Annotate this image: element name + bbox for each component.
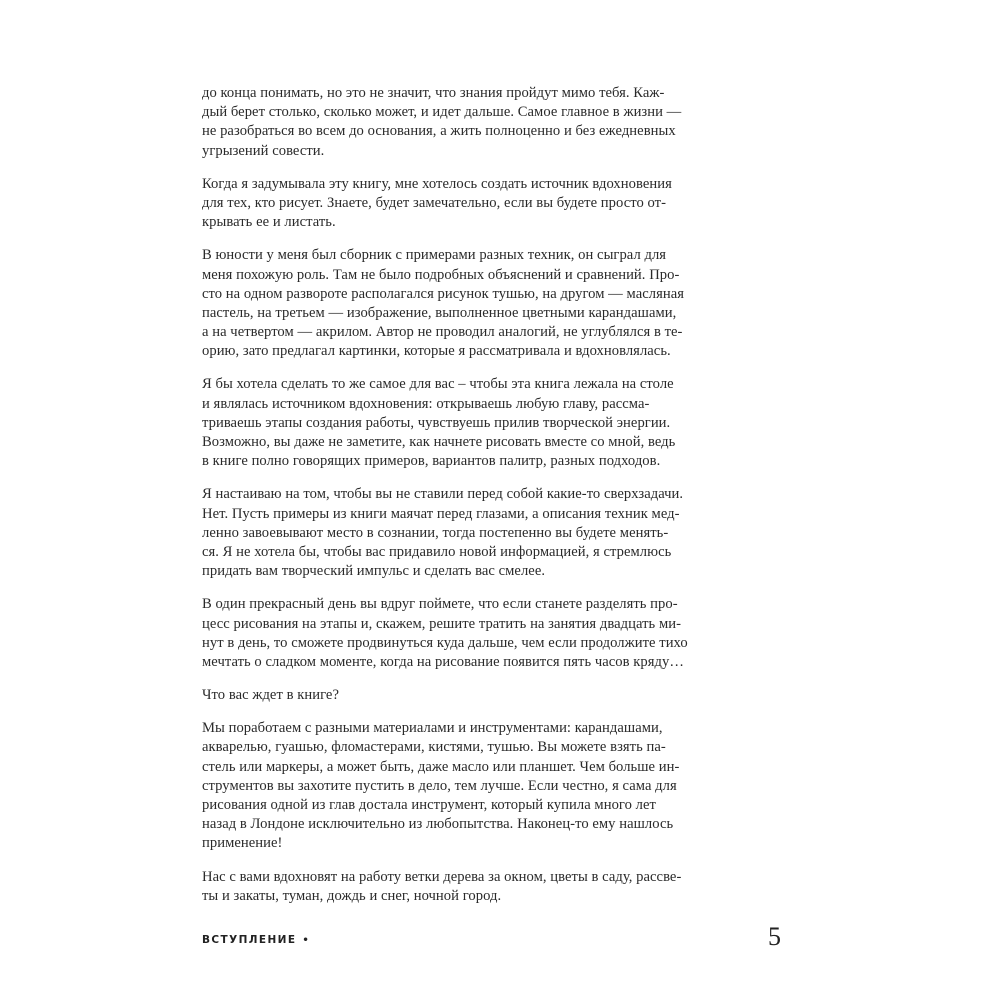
text-line: нут в день, то сможете продвинуться куда дальше, чем если продолжите тихо [202,634,688,651]
paragraph [202,719,702,853]
text-line: Нет. Пусть примеры из книги маячат перед глазами, а описания техник мед- [202,505,680,522]
text-line: для тех, кто рисует. Знаете, будет замечательно, если вы будете просто от- [202,194,667,211]
text-line: Когда я задумывала эту книгу, мне хотелось создать источник вдохновения [202,175,672,192]
text-line: ся. Я не хотела бы, чтобы вас придавило новой информацией, я стремлюсь [202,543,672,560]
text-line: сто на одном развороте располагался рисунок тушью, на другом — масляная [202,285,684,302]
paragraph [202,485,702,581]
text-line: рисования одной из глав достала инструмент, который купила много лет [202,797,656,813]
text-line: до конца понимать, но это не значит, что знания пройдут мимо тебя. Каж- [202,85,665,101]
footer-bullet: • [302,935,311,946]
text-line: цесс рисования на этапы и, скажем, решите тратить на занятия двадцать ми- [202,615,681,632]
paragraph [202,175,702,233]
paragraph [202,868,702,906]
paragraph [202,375,702,471]
text-line: В юности у меня был сборник с примерами разных техник, он сыграл для [202,247,667,264]
text-line: назад в Лондоне исключительно из любопытства. Наконец-то ему нашлось [202,816,674,833]
text-line: акварелью, гуашью, фломастерами, кистями, тушью. Вы можете взять па- [202,739,666,756]
paragraph [202,246,702,361]
text-line: не разобраться во всем до основания, а жить полноценно и без ежедневных [202,123,676,140]
text-line: триваешь этапы создания работы, чувствуешь прилив творческой энергии. [202,414,671,431]
text-line: крывать ее и листать. [202,214,336,231]
text-line: Я бы хотела сделать то же самое для вас – чтобы эта книга лежала на столе [202,376,674,393]
text-line: дый берет столько, сколько может, и идет дальше. Самое главное в жизни — [202,104,682,121]
text-line: меня похожую роль. Там не было подробных объяснений и сравнений. Про- [202,266,680,283]
text-line: в книге полно говорящих примеров, вариантов палитр, разных подходов. [202,453,661,470]
text-line: Мы поработаем с разными материалами и инструментами: карандашами, [202,720,663,737]
text-line: мечтать о сладком моменте, когда на рисование появится пять часов кряду… [202,653,684,670]
section-title: ВСТУПЛЕНИЕ [202,934,297,946]
text-line: пастель, на третьем — изображение, выполненное цветными карандашами, [202,304,677,321]
text-line: ленно завоевывают место в сознании, тогда постепенно вы будете менять- [202,524,669,541]
text-line: ты и закаты, туман, дождь и снег, ночной город. [202,887,502,904]
text-line: В один прекрасный день вы вдруг поймете, что если станете разделять про- [202,596,678,613]
body-text [202,84,702,920]
paragraph [202,686,702,705]
text-line: угрызений совести. [202,142,325,159]
text-line: и являлась источником вдохновения: открываешь любую главу, рассма- [202,395,650,412]
text-line: Нас с вами вдохновят на работу ветки дерева за окном, цветы в саду, рассве- [202,868,682,885]
text-line: а на четвертом — акрилом. Автор не проводил аналогий, не углублялся в те- [202,324,683,341]
paragraph [202,595,702,672]
running-footer-section [202,934,310,946]
paragraph [202,84,702,161]
text-line: стель или маркеры, а может быть, даже масло или планшет. Чем больше ин- [202,758,680,775]
text-line: придать вам творческий импульс и сделать вас смелее. [202,563,546,580]
text-line: Что вас ждет в книге? [202,687,339,704]
text-line: Возможно, вы даже не заметите, как начнете рисовать вместе со мной, ведь [202,434,676,450]
text-line: струментов вы захотите пустить в дело, тем лучше. Если честно, я сама для [202,777,677,794]
text-line: орию, зато предлагал картинки, которые я рассматривала и вдохновлялась. [202,343,671,360]
text-line: применение! [202,835,283,852]
page-number: 5 [768,922,781,951]
text-line: Я настаиваю на том, чтобы вы не ставили перед собой какие-то сверхзадачи. [202,486,684,503]
